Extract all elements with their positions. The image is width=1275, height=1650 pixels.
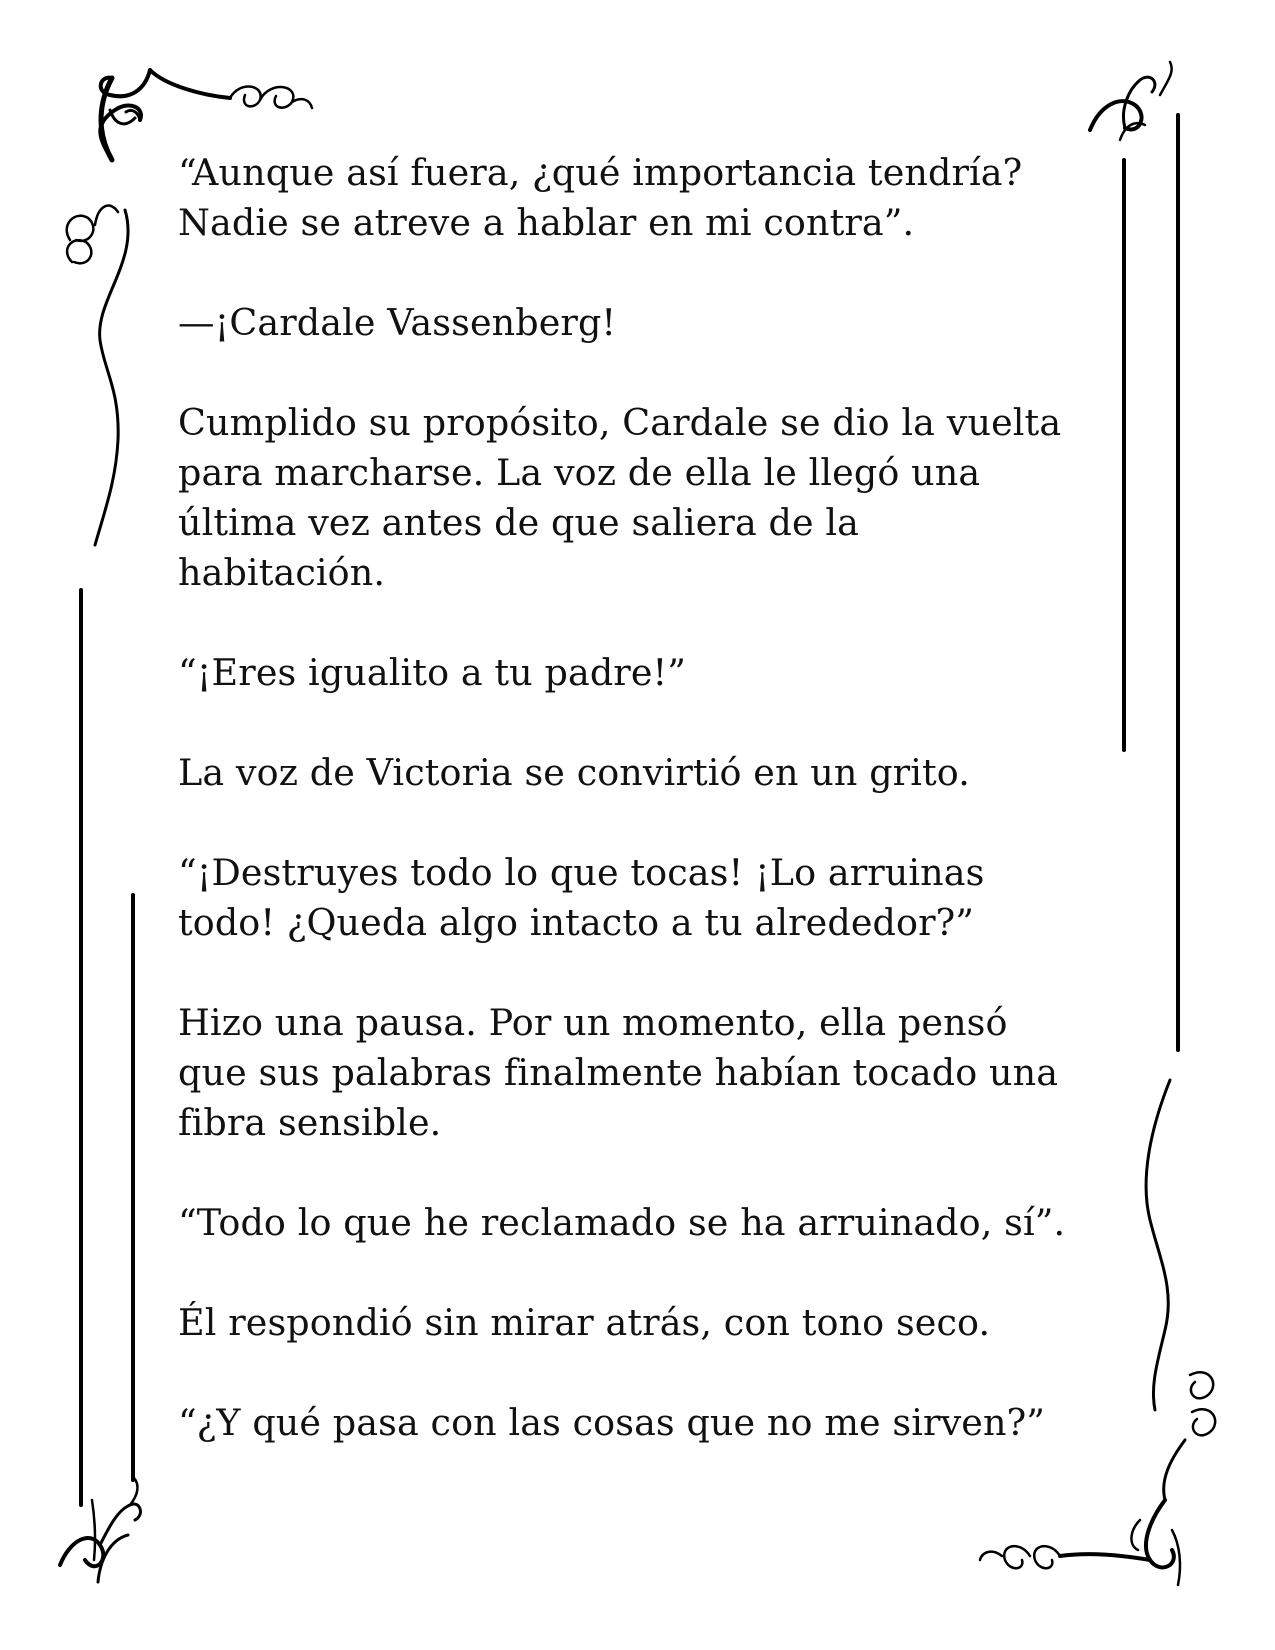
paragraph: “Todo lo que he reclamado se ha arruinado, sí”. [178, 1201, 1066, 1244]
top-right-flourish [1090, 62, 1172, 140]
story-text [178, 148, 1118, 1498]
paragraph: “Aunque así fuera, ¿qué importancia tendría? Nadie se atreve a hablar en mi contra”. [178, 151, 1023, 244]
paragraph: La voz de Victoria se convirtió en un grito. [178, 751, 970, 794]
paragraph: “¿Y qué pasa con las cosas que no me sirven?” [178, 1401, 1046, 1444]
paragraph: Cumplido su propósito, Cardale se dio la vuelta para marcharse. La voz de ella le llegó una última vez antes de que saliera de la habitación. [178, 401, 1062, 594]
left-curve [95, 210, 128, 545]
paragraph: “¡Eres igualito a tu padre!” [178, 651, 687, 694]
paragraph: —¡Cardale Vassenberg! [178, 301, 617, 344]
right-curve [1146, 1080, 1170, 1410]
paragraph: Hizo una pausa. Por un momento, ella pensó que sus palabras finalmente habían tocado una fibra sensible. [178, 1001, 1059, 1144]
paragraph: “¡Destruyes todo lo que tocas! ¡Lo arruinas todo! ¿Queda algo intacto a tu alrededor?” [178, 851, 985, 944]
bottom-left-flourish [60, 1478, 140, 1582]
paragraph: Él respondió sin mirar atrás, con tono seco. [178, 1301, 991, 1344]
